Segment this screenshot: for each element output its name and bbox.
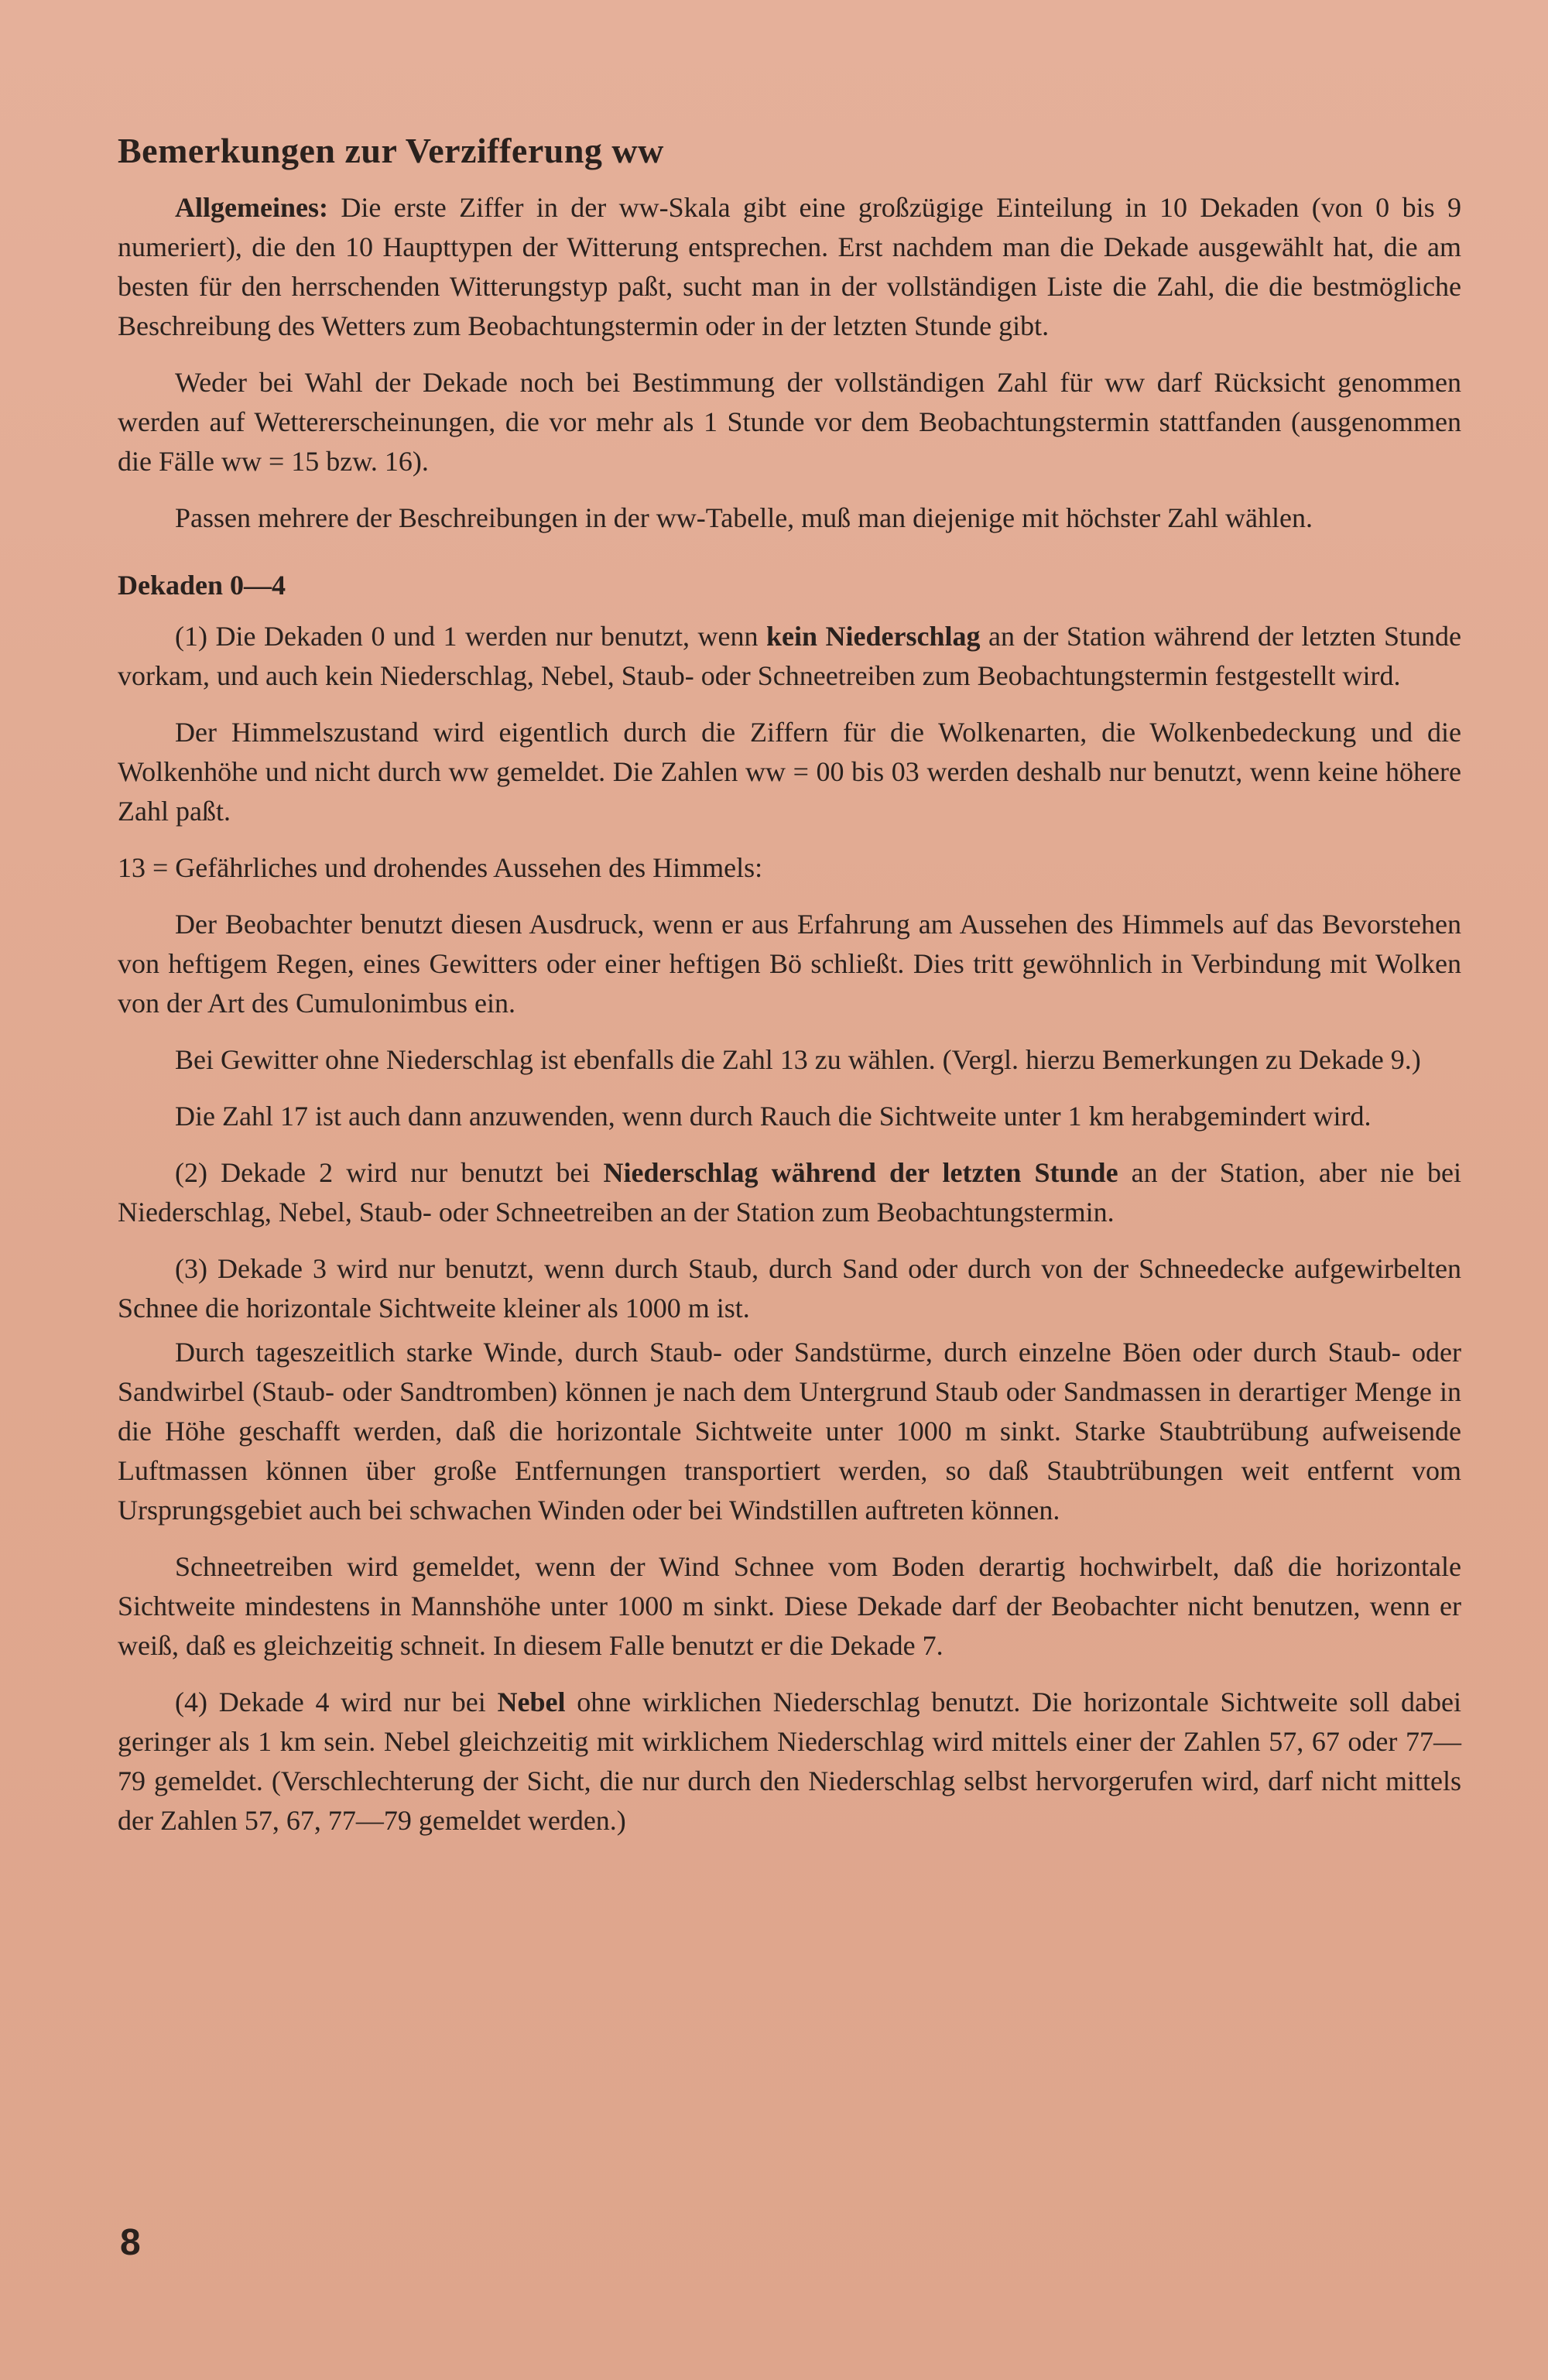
dekade-3-paragraph-2: Durch tageszeitlich starke Winde, durch Staub- oder Sandstürme, durch einzelne Böen oder durch Staub- oder Sandwirbel (Staub- oder Sandtromben) können je nach dem Untergrund Staub oder Sandmassen in derartiger Menge in die Höhe geschafft werden, daß die horizontale Sichtweite unter 1000 m sinkt. Starke Staubtrübung aufweisende Luftmassen können über große Entfernungen transportiert werden, so daß Staubtrübungen weit entfernt vom Ursprungsgebiet auch bei schwachen Winden oder bei Windstillen auftreten können. <box>118 1337 1461 1526</box>
general-paragraph-2: Weder bei Wahl der Dekade noch bei Bestimmung der vollständigen Zahl für ww darf Rücksicht genommen werden auf Wettererscheinungen, die vor mehr als 1 Stunde vor dem Beobachtungstermin stattfanden (ausgenommen die Fälle ww = 15 bzw. 16). <box>118 367 1461 477</box>
dekade-1-text-c: an der Station während der letzten Stunde vorkam, und auch kein Niederschlag, Nebel, Staub- oder Schneetreiben zum Beobachtungstermin festgestellt wird. <box>118 621 1461 691</box>
dekade-1-text-a: (1) Die Dekaden 0 und 1 werden nur benutzt, wenn <box>175 621 766 652</box>
sky-state-paragraph: Der Himmelszustand wird eigentlich durch die Ziffern für die Wolkenarten, die Wolkenbedeckung und die Wolkenhöhe und nicht durch ww gemeldet. Die Zahlen ww = 00 bis 03 werden deshalb nur benutzt, wenn keine höhere Zahl paßt. <box>118 717 1461 827</box>
dekade-1-emphasis: kein Niederschlag <box>766 621 981 652</box>
dekade-3-paragraph-3: Schneetreiben wird gemeldet, wenn der Wind Schnee vom Boden derartig hochwirbelt, daß die horizontale Sichtweite mindestens in Mannshöhe unter 1000 m sinkt. Diese Dekade darf der Beobachter nicht benutzen, wenn er weiß, daß es gleichzeitig schneit. In diesem Falle benutzt er die Dekade 7. <box>118 1551 1461 1661</box>
dekade-4-text-a: (4) Dekade 4 wird nur bei <box>175 1687 498 1717</box>
dekade-4-text-c: ohne wirklichen Niederschlag benutzt. Die horizontale Sichtweite soll dabei geringer als 1 km sein. Nebel gleichzeitig mit wirklichem Niederschlag wird mittels einer der Zahlen 57, 67 oder 77—79 gemeldet. (Verschlechterung der Sicht, die nur durch den Niederschlag selbst hervorgerufen wird, darf nicht mittels der Zahlen 57, 67, 77—79 gemeldet werden.) <box>118 1687 1461 1836</box>
code-13-heading: 13 = Gefährliches und drohendes Aussehen des Himmels: <box>118 852 763 883</box>
dekade-3-paragraph: (3) Dekade 3 wird nur benutzt, wenn durch Staub, durch Sand oder durch von der Schneedecke aufgewirbelten Schnee die horizontale Sichtweite kleiner als 1000 m ist. <box>118 1253 1461 1324</box>
code-13-paragraph-2: Bei Gewitter ohne Niederschlag ist ebenfalls die Zahl 13 zu wählen. (Vergl. hierzu Bemerkungen zu Dekade 9.) <box>175 1044 1421 1075</box>
general-text-1: Die erste Ziffer in der ww-Skala gibt eine großzügige Einteilung in 10 Dekaden (von 0 bis 9 numeriert), die den 10 Haupttypen der Witterung entsprechen. Erst nachdem man die Dekade ausgewählt hat, die am besten für den herrschenden Witterungstyp paßt, sucht man in der vollständigen Liste die Zahl, die die bestmögliche Beschreibung des Wetters zum Beobachtungstermin oder in der letzten Stunde gibt. <box>118 192 1461 341</box>
page-number: 8 <box>120 2222 141 2263</box>
dekade-2-text-c: an der Station, aber nie bei Niederschlag, Nebel, Staub- oder Schneetreiben an der Station zum Beobachtungstermin. <box>118 1157 1462 1228</box>
dekade-2-emphasis: Niederschlag während der letzten Stunde <box>603 1157 1118 1188</box>
dekade-4-emphasis: Nebel <box>497 1687 566 1717</box>
general-label: Allgemeines: <box>175 192 328 223</box>
code-17-paragraph: Die Zahl 17 ist auch dann anzuwenden, wenn durch Rauch die Sichtweite unter 1 km herabgemindert wird. <box>175 1101 1372 1132</box>
code-13-paragraph-1: Der Beobachter benutzt diesen Ausdruck, wenn er aus Erfahrung am Aussehen des Himmels auf das Bevorstehen von heftigem Regen, eines Gewitters oder einer heftigen Bö schließt. Dies tritt gewöhnlich in Verbindung mit Wolken von der Art des Cumulonimbus ein. <box>118 909 1461 1019</box>
general-paragraph-3: Passen mehrere der Beschreibungen in der ww-Tabelle, muß man diejenige mit höchster Zahl wählen. <box>175 502 1313 533</box>
general-paragraph-1 <box>118 188 1461 346</box>
dekade-2-text-a: (2) Dekade 2 wird nur benutzt bei <box>175 1157 604 1188</box>
page-title: Bemerkungen zur Verzifferung ww <box>118 131 664 170</box>
dekade-4-paragraph <box>118 1683 1461 1841</box>
dekade-2-paragraph <box>118 1153 1461 1232</box>
dekade-1-paragraph <box>118 617 1461 696</box>
section-heading-dekaden: Dekaden 0—4 <box>118 570 286 601</box>
